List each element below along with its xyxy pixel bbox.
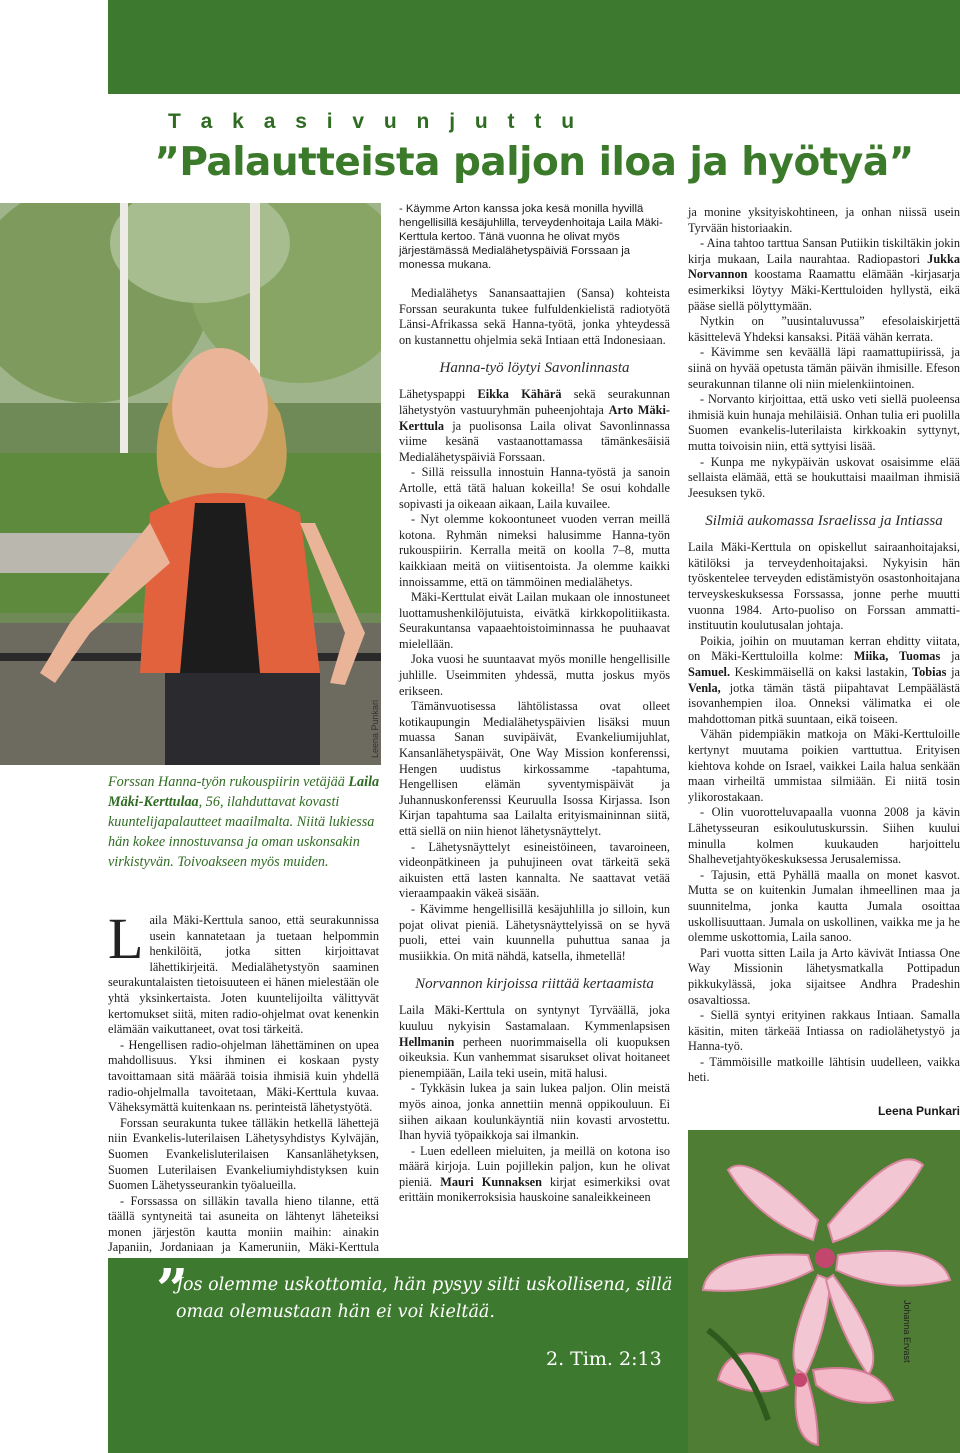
top-green-bar <box>108 0 960 94</box>
text-run: Lähetyspappi <box>399 387 478 402</box>
photo-caption <box>108 772 388 872</box>
text-run: koostama Raamattu elämään -kirjasarja esimerkiksi löytyy Mäki-Kerttuloiden hyllystä, eikä pääse siellä pölyttymään. <box>688 267 960 313</box>
bold-name: Samuel. <box>688 665 731 680</box>
quote-mark-icon: ” <box>156 1257 189 1323</box>
bold-name: Miika, Tuomas <box>853 649 941 664</box>
paragraph: - Olin vuorotteluvapaalla vuonna 2008 ja kävin Lähetysseuran esikoulutuskurssin. Siihen kuului minulla kolmen kuukauden harjoittelu Shalhevetjahtyökeskuksessa Jerusalemissa. <box>688 805 960 867</box>
text-run: jotka tämän tästä piipahtavat Lempäälästä isovanhempien iloa. Onneksi välimatka ei ole mahdottoman pitkä suuntaan, eikä toiseen. <box>688 680 960 726</box>
paragraph: Tämänvuotisessa lähtölistassa ovat olleet kotikaupungin Medialähetyspäivien lisäksi muun muassa Sanan suvipäivät, Evankeliumijuhlat, Kansanlähetyspäivät, One Way Mission konferenssi, Hengen uudistus kirkossamme -tapahtuma, Hengellisen elämän syventymispäivät ja Juhannuskonferenssi Keuruulla Isossa Kirjassa. Ison Kirjan tapahtuma saa Lailalta erityismaininnan siitä, että siellä on niin hienot lähetysnäyttelyt. <box>399 699 670 838</box>
bold-name: Eikka Kähärä <box>477 387 562 402</box>
text-run: ja <box>940 649 960 664</box>
caption-line1: Forssan Hanna-työn rukouspiirin vetäjää <box>108 774 345 790</box>
caption-name: Laila Mäki-Kerttulaa <box>108 774 380 810</box>
paragraph: - Sillä reissulla innostuin Hanna-työstä ja sanoin Artolle, että tätä haluan kokeilla! Se osui kohdalle sopivasti ja oikeaan aikaan, Laila kuvailee. <box>399 465 670 511</box>
paragraph: Mäki-Kerttulat eivät Lailan mukaan ole innostuneet luottamushenkilöjutuista, eivätkä kirkkopolitiikasta. Seurakuntansa vapaaehtoistoiminnassa he puuhaavat mielellään. <box>399 590 670 651</box>
paragraph: - Siellä syntyi erityinen rakkaus Intiaan. Samalla käsitin, miten tärkeää Intiassa on radiolähetystyö ja Hanna-työ. <box>688 1008 960 1054</box>
paragraph: - Tajusin, että Pyhällä maalla on monet kasvot. Mutta se on kuitenkin Jumalan ihmeellinen maa ja suunnitelma, jonka kautta Jumala osoittaa uskollisuuttaan. Jumala on uskollinen, vaikka me ja he olemme uskottomia, Laila sanoo. <box>688 867 960 945</box>
paragraph: - Kävimme hengellisillä kesäjuhlilla jo silloin, kun pojat olivat pieniä. Lähetysnäyttelyissä on se hyvä puoli, ettei vain kuunnella puhuttua sanaa ja musiikkia. On mitä nähdä, katsella, ihmetellä! <box>399 901 670 963</box>
paragraph: - Norvanto kirjoittaa, että usko veti siellä puoleensa ihmisiä kuin hunaja mehiläisiä. Onhan tulia eri puolilla Suomen evankelis-luterilaista kirkkoakin syttynyt, mutta toivoisin niin, että syttyisi lisää. <box>688 392 960 453</box>
text-run: ja <box>946 665 960 680</box>
text-run: - Aina tahtoo tarttua Sansan Putiikin tiskiltäkin jokin kirja mukaan, Laila naurahtaa. Radiopastori <box>688 236 960 266</box>
paragraph: - Kävimme sen keväällä läpi raamattupiirissä, ja siinä on hyvää opetusta tämän päivän ihmisille. Efeson seurakunnan tilanne oli niin mielenkiintoinen. <box>688 345 960 391</box>
article-column-2 <box>399 202 670 1206</box>
paragraph: - Tykkäsin lukea ja sain lukea paljon. Olin meistä myös ainoa, jonka annettiin mennä oppikouluun. Ei siihen aikaan koulunkäyntiä niin kovasti arvostettu. Ihan hyviä työpaikkoja sai ilmankin. <box>399 1081 670 1143</box>
paragraph: Joka vuosi he suuntaavat myös monille hengellisille juhlille. Useimmiten yhdessä, mutta joskus myös erikseen. <box>399 652 670 698</box>
bold-name: Tobias <box>912 665 947 680</box>
text-run: perheen nuorimmaisella oli kuopuksen oikeuksia. Kun vanhemmat sisarukset olivat hoitaneet pienempiään, Laila teki usein, mitä halusi. <box>399 1034 670 1080</box>
bold-name: Hellmanin <box>399 1034 455 1049</box>
article-title: ”Palautteista paljon iloa ja hyötyä” <box>154 140 914 185</box>
paragraph: Nytkin on ”uusintaluvussa” efesolaiskirjettä käsittelevä Yhdeksi kansaksi. Pitää vähän kerrata. <box>688 314 960 344</box>
paragraph: - Nyt olemme kokoontuneet vuoden verran meillä kotona. Ryhmän nimeksi halusimme Hanna-työn rukouspiirin. Kerralla meitä on koolla 7–8, mutta kaikkiaan meitä on viitisentoista. Ja olemme kaikki innoissamme, että on tämmöinen medialähetys. <box>399 512 670 589</box>
paragraph: Pari vuotta sitten Laila ja Arto kävivät Intiassa One Way Missionin lähetysmatkalla Pottipadun pikkukylässä, joka sijaitsee Andhra Pradeshin osavaltiossa. <box>688 945 960 1007</box>
paragraph: - Kunpa me nykypäivän uskovat osaisimme elää sellaista elämää, että se houkuttaisi maailman ihmisiä Jeesuksen tykö. <box>688 454 960 500</box>
bold-name: Jukka Norvannon <box>688 251 960 282</box>
paragraph: Vähän pidempiäkin matkoja on Mäki-Kerttuloille kertynyt muutama poikien varttuttua. Erityisen kiehtova kohde on Israel, vaikkei Laila halua senkään maan virheiltä ummistaa silmiään. Ei niitä tosin ylikorostakaan. <box>688 727 960 804</box>
article-column-1 <box>108 906 379 1272</box>
quote-reference: 2. Tim. 2:13 <box>546 1348 662 1370</box>
paragraph: Laila Mäki-Kerttula on opiskellut sairaanhoitajaksi, kätilöksi ja terveydenhoitajaksi. Nykyisin hän työskentelee terveyden edistämistyön osastonhoitajana terveyskeskuksessa Forssassa, jonne perhe muutti vuonna 1984. Arto-puoliso on Forssan ammatti-instituutin koulutusalan johtaja. <box>688 540 960 633</box>
bold-name: Arto Mäki-Kerttula <box>399 402 670 433</box>
section-label: T a k a s i v u n j u t t u <box>168 110 582 133</box>
quote-text: Jos olemme uskottomia, hän pysyy silti uskollisena, sillä omaa olemustaan hän ei voi kieltää. <box>176 1275 673 1322</box>
flower-photo-credit: Johanna Ervast <box>902 1300 912 1363</box>
intro-paragraph: - Käymme Arton kanssa joka kesä monilla hyvillä hengellisillä kesäjuhlilla, terveydenhoitaja Laila Mäki-Kerttula kertoo. Tänä vuonna he olivat myös järjestämässä Medialähetyspäiviä Forssaan ja monessa mukana. <box>399 203 663 271</box>
bold-name: Venla, <box>688 680 721 695</box>
photo-credit: Leena Punkari <box>370 700 380 759</box>
text-run: Poikia, joihin on muutaman kerran ehditty viitata, on Mäki-Kerttuloilla kolme: <box>688 633 960 664</box>
paragraph: ja monine yksityiskohtineen, ja onhan niissä usein Tyrvään historiaakin. <box>688 205 960 235</box>
subheading: Silmiä aukomassa Israelissa ja Intiassa <box>705 513 943 530</box>
text-run: Laila Mäki-Kerttula on syntynyt Tyrväällä, joka kuuluu nykyisin Sastamalaan. Kymmenlapsisen <box>399 1003 670 1033</box>
bold-name: Mauri Kunnaksen <box>440 1174 542 1189</box>
article-column-3 <box>688 205 960 1120</box>
bible-quote-box <box>108 1258 688 1453</box>
drop-cap: L <box>108 906 144 971</box>
paragraph: - Hengellisen radio-ohjelman lähettäminen on upea mahdollisuus. Yksi ihminen ei koskaan pysty tavoittamaan sitä määrää toisia ihmisiä kuin yhdellä radio-ohjelmalla tavoitetaan, Mäki-Kerttula kuvaa. Väheksymättä kuitenkaan ns. perinteistä lähetystyötä. <box>108 1037 379 1115</box>
text-run: kirjat esimerkiksi ovat erittäin monikerroksisia hauskoine sanaleikkeineen <box>399 1174 671 1205</box>
subheading: Norvannon kirjoissa riittää kertaamista <box>415 976 654 993</box>
subheading: Hanna-työ löytyi Savonlinnasta <box>439 360 630 377</box>
paragraph: - Forssassa on silläkin tavalla hieno tilanne, että täällä syntyneitä tai asuneita on lähtenyt läheteiksi monen järjestön kautta moniin maihin: ainakin Japaniin, Jordaniaan ja Kameruniin, Mäki-Kerttula <box>108 1193 379 1255</box>
paragraph: Forssan seurakunta tukee tälläkin hetkellä lähettejä niin Evankelis-luterilaisen Lähetysyhdistys Kylväjän, Suomen Evankelisluterilaisen Kansanlähetyksen, Suomen Luterilaisen Evankeliumiyhdistyksen kuin Suomen Lähetysseurankin työalueilla. <box>108 1115 379 1193</box>
caption-line2: , 56, ilahduttavat kovasti kuuntelijapalautteet maailmalta. Niitä lukiessa hän kokee innostuvansa ja oman uskonsakin virkistyvän. Toivoakseen myös muiden. <box>108 794 375 870</box>
author-byline: Leena Punkari <box>877 1104 960 1119</box>
text-run: - Luen edelleen mieluiten, ja meillä on kotona iso määrä kirjoja. Luin pojillekin paljon, kun he olivat pieniä. <box>399 1143 670 1189</box>
paragraph: - Lähetysnäyttelyt esineistöineen, tavaroineen, videonpätkineen ja puhujineen ovat tärkeitä sekä aikuisten että lasten kannalta. Ne saattavat vetää vieraampaakin väkeä sisään. <box>399 839 670 901</box>
paragraph: Medialähetys Sanansaattajien (Sansa) kohteista Forssan seurakunta tukee fulfuldenkielistä radiotyötä Länsi-Afrikassa sekä Hanna-työtä, jonka yhteydessä on kustannettu ohjelmia sekä Intiaan että Indonesiaan. <box>399 286 670 347</box>
lily-flower-photo <box>688 1130 960 1453</box>
paragraph: aila Mäki-Kerttula sanoo, että seurakunnissa usein kannatetaan ja tuetaan helpommin henkilöitä, jotka sitten kirjoittavat lähettikirjeitä. Medialähetystyön saaminen seurakuntalaisten tietoisuuteen ei hänen mielestään ole yhtä yksinkertaista. Joten kuuntelijoilta välittyvät kertomukset siitä, miten radio-ohjelmat ovat kenenkin elämään vaikuttaneet, ovat tosi tärkeitä. <box>108 913 379 1037</box>
text-run: sekä seurakunnan lähetystyön vastuuryhmän puheenjohtaja <box>399 387 670 417</box>
text-run: Keskimmäisellä on kaksi lastakin, <box>730 665 913 680</box>
portrait-photo <box>0 203 381 765</box>
text-run: ja puolisonsa Laila olivat Savonlinnassa viime kesänä vastaanottamassa tämänkesäisiä Medialähetyspäiviä Forssaan. <box>399 418 670 464</box>
paragraph: - Tämmöisille matkoille lähtisin uudelleen, vaikka heti. <box>688 1054 960 1085</box>
